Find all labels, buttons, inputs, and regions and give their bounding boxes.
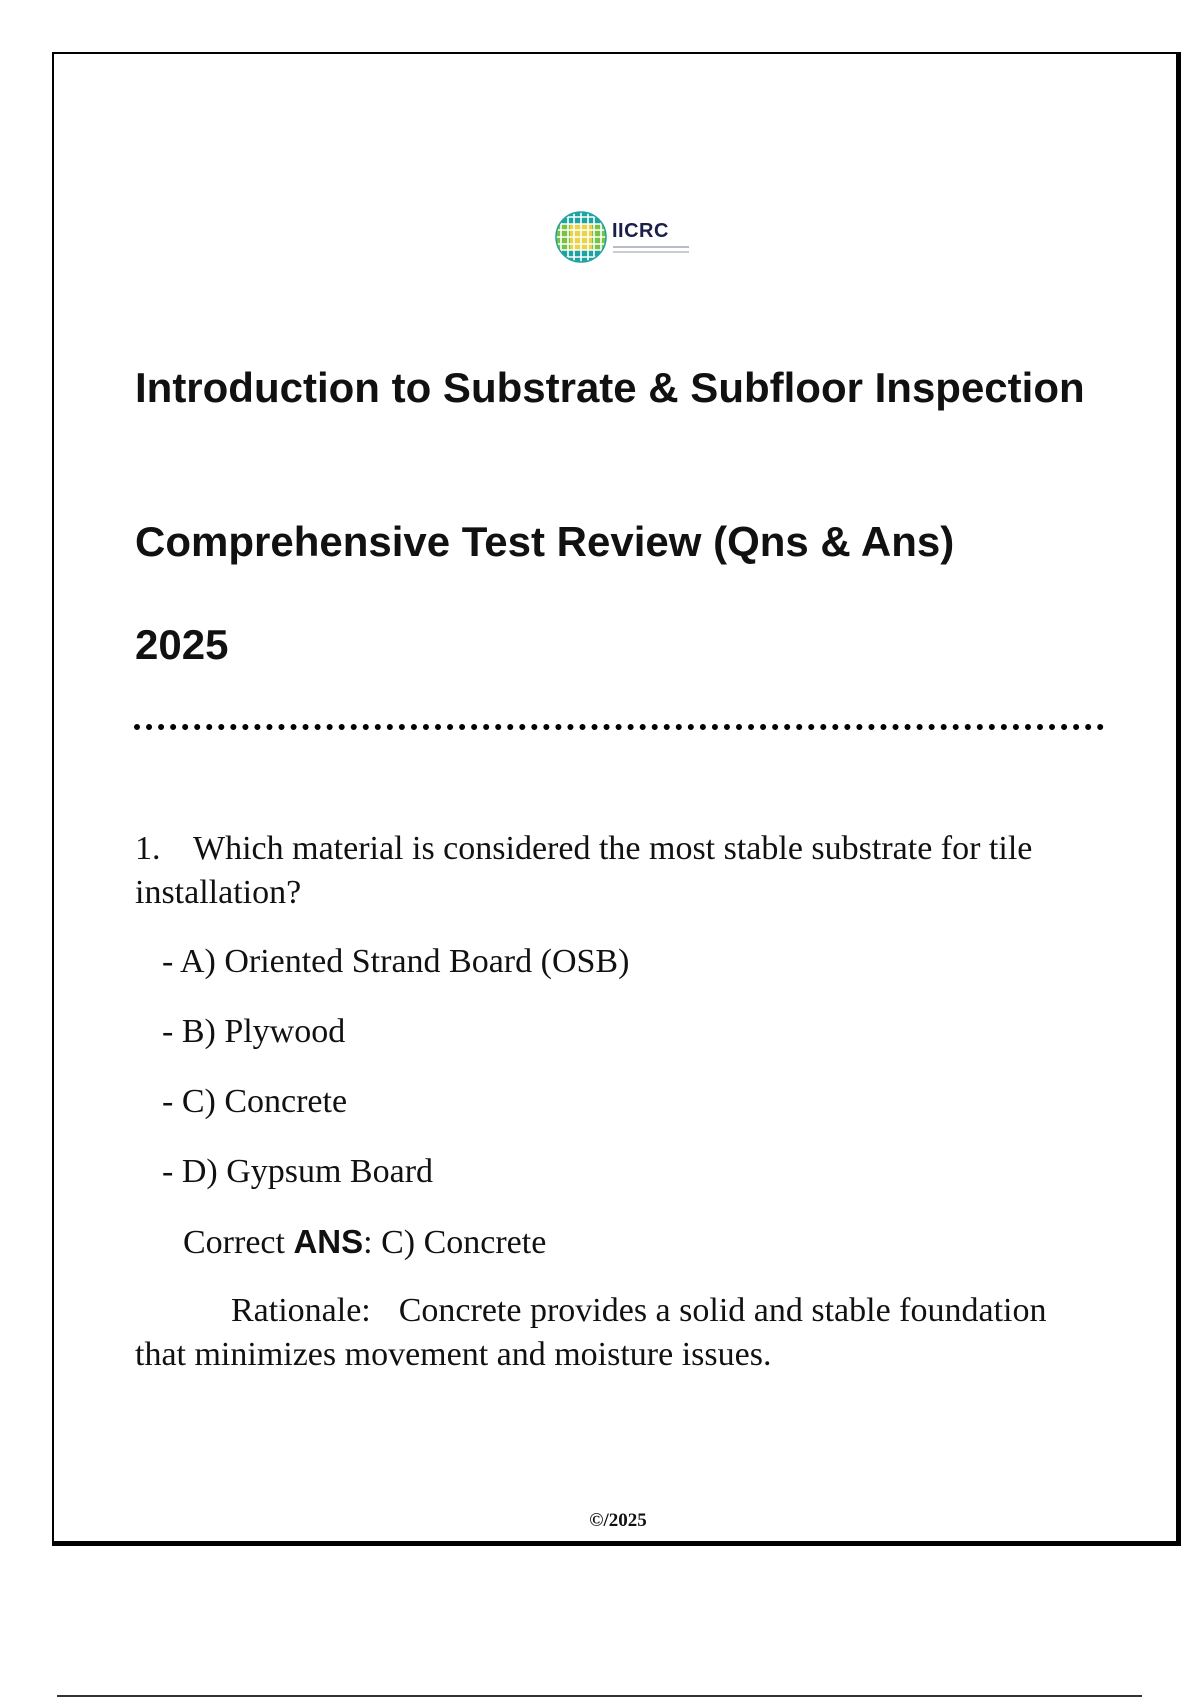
copyright-footer: ©/2025 bbox=[589, 1510, 647, 1531]
logo-tagline bbox=[613, 246, 689, 248]
option-d: - D) Gypsum Board bbox=[162, 1153, 434, 1190]
option-a: - A) Oriented Strand Board (OSB) bbox=[162, 943, 630, 980]
document-subtitle: Comprehensive Test Review (Qns & Ans) bbox=[135, 518, 955, 565]
rationale-text: Concrete provides a solid and stable foundation that minimizes movement and moisture issues. bbox=[135, 1292, 1047, 1373]
iicrc-logo bbox=[554, 210, 690, 262]
correct-answer bbox=[183, 1222, 546, 1263]
question-text bbox=[135, 827, 1095, 915]
question-body: Which material is considered the most stable substrate for tile installation? bbox=[135, 830, 1033, 911]
question-number: 1. bbox=[135, 830, 161, 867]
globe-icon bbox=[554, 210, 608, 264]
option-c: - C) Concrete bbox=[162, 1083, 348, 1120]
answer-value: : C) Concrete bbox=[363, 1224, 547, 1261]
answer-key-label: ANS bbox=[293, 1223, 364, 1260]
answer-prefix: Correct bbox=[183, 1224, 294, 1261]
logo-wordmark: IICRC bbox=[612, 220, 669, 242]
bottom-rule bbox=[57, 1695, 1142, 1697]
document-year: 2025 bbox=[135, 621, 229, 668]
rationale bbox=[135, 1289, 1095, 1377]
document-title: Introduction to Substrate & Subfloor Inspection bbox=[135, 364, 1085, 411]
dotted-divider bbox=[134, 724, 1104, 730]
rationale-label: Rationale: bbox=[231, 1292, 371, 1329]
option-b: - B) Plywood bbox=[162, 1013, 346, 1050]
